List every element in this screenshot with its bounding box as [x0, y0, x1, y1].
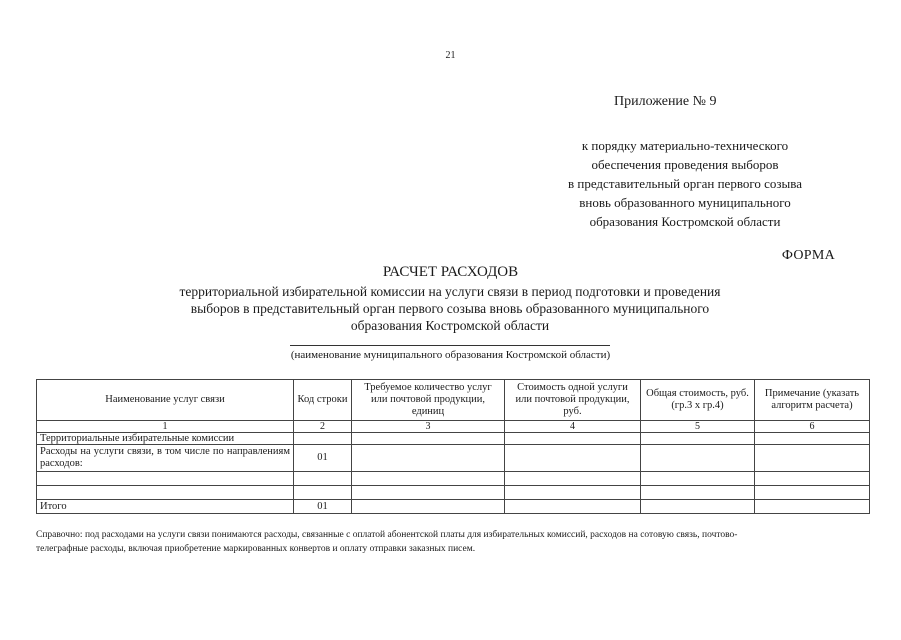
header-row-code: Код строки: [294, 380, 352, 421]
appendix-title: Приложение № 9: [614, 94, 717, 109]
empty-cell: [37, 472, 294, 486]
empty-cell: [755, 500, 870, 514]
subtitle-line: выборов в представительный орган первого созыва вновь образованного муниципального: [190, 301, 710, 316]
order-line: к порядку материально-технического: [581, 138, 789, 153]
table-row: [37, 472, 870, 486]
row-name: Итого: [37, 500, 294, 514]
order-line: в представительный орган первого созыва: [567, 176, 803, 191]
empty-cell: [505, 500, 641, 514]
footnote-line: Справочно: под расходами на услуги связи понимаются расходы, связанные с оплатой абонентской платы для избирательных комиссий, расходов на сотовую связь, почтово-: [36, 530, 738, 540]
municipality-caption: (наименование муниципального образования Костромской области): [290, 349, 611, 361]
empty-cell: [352, 472, 505, 486]
order-line: вновь образованного муниципального: [579, 195, 791, 210]
costs-table: [36, 379, 870, 514]
order-line: обеспечения проведения выборов: [591, 157, 779, 172]
empty-cell: [505, 433, 641, 445]
table-row: [37, 445, 870, 472]
order-line: образования Костромской области: [589, 214, 781, 229]
empty-cell: [37, 486, 294, 500]
row-name: Расходы на услуги связи, в том числе по направлениям расходов:: [37, 445, 294, 472]
empty-cell: [352, 433, 505, 445]
row-code: [294, 433, 352, 445]
footnote: [36, 528, 869, 556]
empty-cell: [641, 433, 755, 445]
empty-cell: [755, 445, 870, 472]
column-number: 4: [505, 421, 641, 433]
row-code: 01: [294, 500, 352, 514]
column-number: 2: [294, 421, 352, 433]
row-code: 01: [294, 445, 352, 472]
empty-cell: [505, 445, 641, 472]
header-total-cost: Общая стоимость, руб. (гр.3 х гр.4): [641, 380, 755, 421]
municipality-fill-line: [290, 345, 610, 346]
empty-cell: [755, 486, 870, 500]
empty-cell: [641, 500, 755, 514]
empty-cell: [352, 486, 505, 500]
row-name: Территориальные избирательные комиссии: [37, 433, 294, 445]
header-quantity: Требуемое количество услуг или почтовой продукции, единиц: [352, 380, 505, 421]
empty-cell: [755, 433, 870, 445]
table-row: [37, 486, 870, 500]
order-reference: [500, 136, 870, 231]
table-row-total: [37, 500, 870, 514]
empty-cell: [352, 445, 505, 472]
subtitle-line: образования Костромской области: [350, 318, 550, 333]
document-title: РАСЧЕТ РАСХОДОВ: [382, 264, 519, 280]
table-row: [37, 433, 870, 445]
column-number: 5: [641, 421, 755, 433]
footnote-line: телеграфные расходы, включая приобретение маркированных конвертов и оплату отправки заказных писем.: [36, 544, 476, 554]
empty-cell: [294, 472, 352, 486]
empty-cell: [641, 486, 755, 500]
column-number: 6: [755, 421, 870, 433]
column-number: 3: [352, 421, 505, 433]
column-numbers-row: [37, 421, 870, 433]
empty-cell: [641, 445, 755, 472]
column-number: 1: [37, 421, 294, 433]
table-header-row: [37, 380, 870, 421]
form-label: ФОРМА: [781, 248, 835, 263]
empty-cell: [294, 486, 352, 500]
subtitle-line: территориальной избирательной комиссии на услуги связи в период подготовки и проведения: [179, 284, 721, 299]
empty-cell: [352, 500, 505, 514]
empty-cell: [505, 472, 641, 486]
empty-cell: [505, 486, 641, 500]
header-service-name: Наименование услуг связи: [37, 380, 294, 421]
header-unit-cost: Стоимость одной услуги или почтовой продукции, руб.: [505, 380, 641, 421]
header-note: Примечание (указать алгоритм расчета): [755, 380, 870, 421]
document-subtitle: [120, 283, 780, 334]
empty-cell: [755, 472, 870, 486]
page-number: 21: [445, 50, 456, 61]
empty-cell: [641, 472, 755, 486]
